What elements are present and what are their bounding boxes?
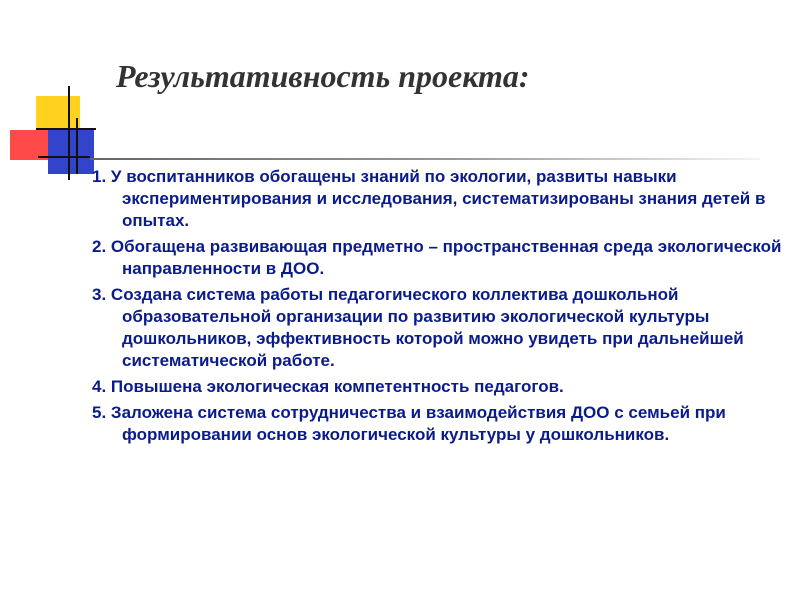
list-item-text: Обогащена развивающая предметно – пространственная среда экологической направленности в ДОО.: [110, 237, 782, 278]
list-item: [92, 402, 782, 446]
list-item: [92, 166, 782, 232]
results-list: [92, 166, 782, 450]
title-divider: [90, 158, 760, 160]
list-item-number: 3.: [92, 285, 107, 304]
list-item-number: 2.: [92, 237, 107, 256]
list-item-number: 5.: [92, 403, 107, 422]
decor-line-horizontal: [36, 128, 96, 130]
decor-line-vertical: [68, 86, 70, 180]
list-item: [92, 376, 782, 398]
list-item-text: Повышена экологическая компетентность педагогов.: [110, 377, 564, 396]
list-item-text: Заложена система сотрудничества и взаимодействия ДОО с семьей при формировании основ экологической культуры у дошкольников.: [110, 403, 726, 444]
decor-line-vertical-short: [76, 118, 78, 174]
list-item-number: 4.: [92, 377, 107, 396]
slide-title: Результативность проекта:: [116, 58, 530, 94]
list-item-number: 1.: [92, 167, 107, 186]
list-item-text: Создана система работы педагогического коллектива дошкольной образовательной организации по развитию экологической культуры дошкольников, эффективность которой можно увидеть при дальнейшей систематической работе.: [110, 285, 744, 370]
list-item: [92, 236, 782, 280]
decor-line-horizontal-lower: [38, 156, 90, 158]
list-item: [92, 284, 782, 372]
decor-blue-square: [48, 130, 94, 174]
list-item-text: У воспитанников обогащены знаний по экологии, развиты навыки экспериментирования и исследования, систематизированы знания детей в опытах.: [110, 167, 766, 230]
